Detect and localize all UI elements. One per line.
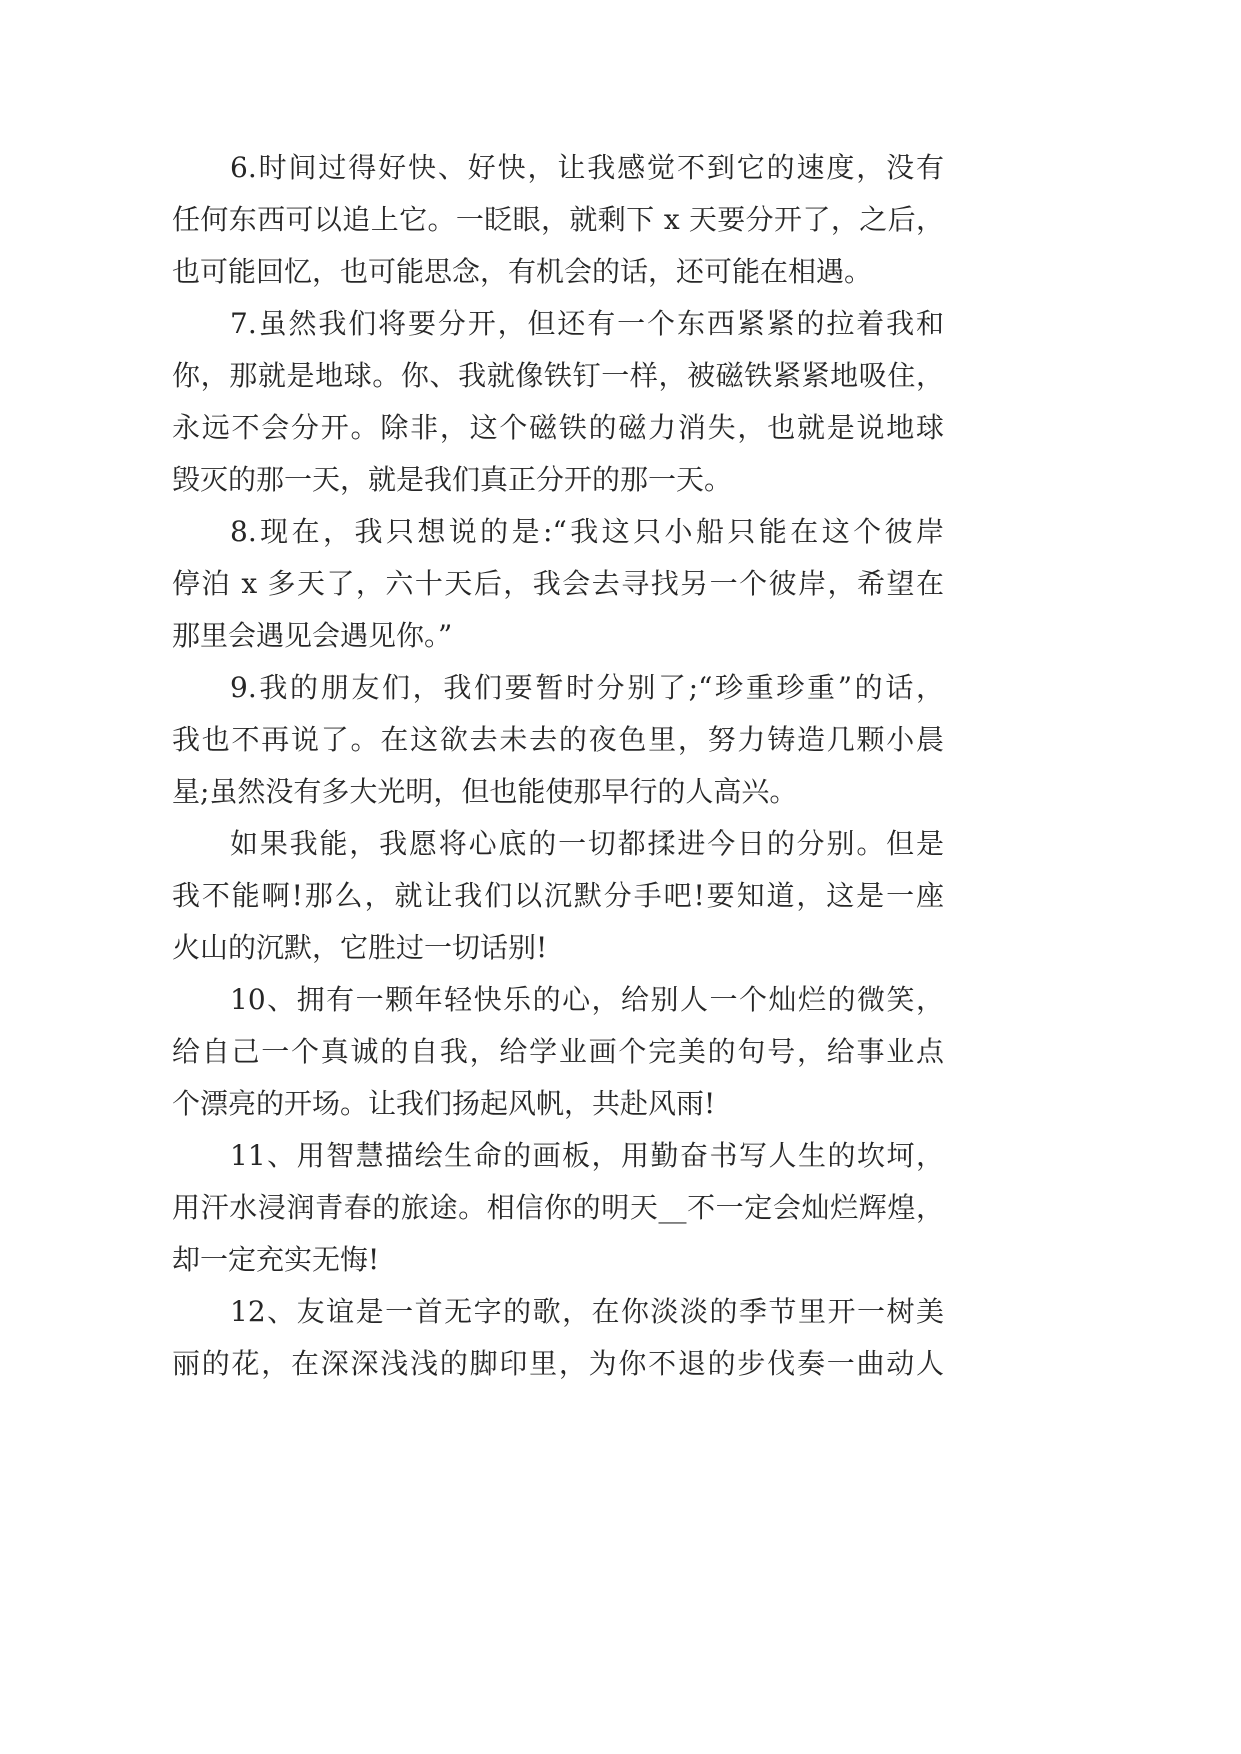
paragraph: [172, 298, 944, 506]
paragraph: [172, 974, 944, 1130]
text-line: 火山的沉默，它胜过一切话别!: [172, 931, 548, 964]
text-line: 那里会遇见会遇见你。”: [172, 619, 453, 652]
text-line: 给自己一个真诚的自我，给学业画个完美的句号，给事业点: [172, 1035, 944, 1068]
text-line: 你，那就是地球。你、我就像铁钉一样，被磁铁紧紧地吸住，: [172, 359, 944, 392]
text-line: 12、友谊是一首无字的歌，在你淡淡的季节里开一树美: [230, 1295, 944, 1328]
text-line: 我不能啊!那么，就让我们以沉默分手吧!要知道，这是一座: [172, 879, 944, 912]
text-line: 毁灭的那一天，就是我们真正分开的那一天。: [172, 463, 733, 496]
paragraph: [172, 142, 944, 298]
paragraph: [172, 662, 944, 818]
text-line: 6.时间过得好快、好快，让我感觉不到它的速度，没有: [230, 151, 944, 184]
text-line: 也可能回忆，也可能思念，有机会的话，还可能在相遇。: [172, 255, 873, 288]
text-line: 7.虽然我们将要分开，但还有一个东西紧紧的拉着我和: [230, 307, 944, 340]
paragraph: [172, 1130, 944, 1286]
paragraph: [172, 1286, 944, 1390]
text-line: 11、用智慧描绘生命的画板，用勤奋书写人生的坎坷，: [230, 1139, 944, 1172]
text-line: 个漂亮的开场。让我们扬起风帆，共赴风雨!: [172, 1087, 716, 1120]
text-line: 9.我的朋友们，我们要暂时分别了;“珍重珍重”的话，: [230, 671, 944, 704]
text-line: 却一定充实无悔!: [172, 1243, 380, 1276]
text-line: 我也不再说了。在这欲去未去的夜色里，努力铸造几颗小晨: [172, 723, 944, 756]
text-line: 星;虽然没有多大光明，但也能使那早行的人高兴。: [172, 775, 798, 808]
text-line: 用汗水浸润青春的旅途。相信你的明天__不一定会灿烂辉煌，: [172, 1191, 944, 1224]
text-line: 永远不会分开。除非，这个磁铁的磁力消失，也就是说地球: [172, 411, 944, 444]
document-body: [172, 142, 944, 1390]
text-line: 如果我能，我愿将心底的一切都揉进今日的分别。但是: [230, 827, 944, 860]
text-line: 丽的花，在深深浅浅的脚印里，为你不退的步伐奏一曲动人: [172, 1347, 944, 1380]
text-line: 10、拥有一颗年轻快乐的心，给别人一个灿烂的微笑，: [230, 983, 944, 1016]
text-line: 8.现在，我只想说的是:“我这只小船只能在这个彼岸: [230, 515, 944, 548]
text-line: 停泊 x 多天了，六十天后，我会去寻找另一个彼岸，希望在: [172, 567, 944, 600]
paragraph: [172, 818, 944, 974]
text-line: 任何东西可以追上它。一眨眼，就剩下 x 天要分开了，之后，: [172, 203, 944, 236]
paragraph: [172, 506, 944, 662]
